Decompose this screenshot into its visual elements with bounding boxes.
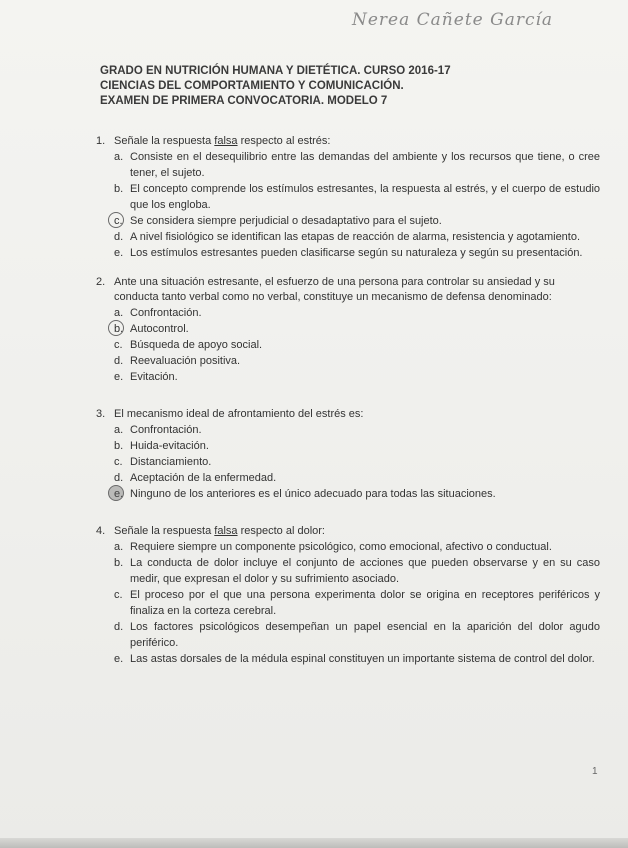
option-letter: e. (114, 371, 124, 383)
option-letter: b. (114, 440, 124, 452)
option-letter: c. (114, 339, 123, 351)
option-letter: e. (114, 488, 124, 500)
exam-header (100, 64, 600, 109)
option-text: Las astas dorsales de la médula espinal constituyen un importante sistema de control del dolor. (130, 653, 595, 665)
question-4 (96, 524, 600, 667)
question-text: El mecanismo ideal de afrontamiento del estrés es: (114, 408, 364, 420)
option-1b[interactable] (114, 181, 600, 213)
question-3 (96, 407, 600, 502)
option-letter: d. (114, 355, 124, 367)
option-letter: a. (114, 424, 124, 436)
option-4d[interactable] (114, 619, 600, 651)
question-number: 3. (96, 408, 106, 420)
option-letter: e. (114, 247, 124, 259)
option-1e[interactable] (114, 245, 600, 261)
option-text: La conducta de dolor incluye el conjunto de acciones que pueden observarse y en su caso medir, que expresan el dolor y su sufrimiento asociado. (130, 557, 600, 585)
answer-circle-mark (108, 212, 124, 228)
option-letter: d. (114, 621, 124, 633)
option-2b[interactable] (114, 321, 600, 337)
option-text: Huida-evitación. (130, 440, 209, 452)
question-text-end: respecto al dolor: (237, 525, 325, 537)
answer-circle-mark (108, 320, 124, 336)
question-text-end: respecto al estrés: (237, 135, 331, 147)
option-2e[interactable] (114, 369, 600, 385)
option-text: Aceptación de la enfermedad. (130, 472, 277, 484)
option-text: Los estímulos estresantes pueden clasificarse según su naturaleza y según su presentación. (130, 247, 583, 259)
option-text: Evitación. (130, 371, 178, 383)
question-number: 2. (96, 276, 106, 288)
option-letter: d. (114, 472, 124, 484)
option-text: A nivel fisiológico se identifican las etapas de reacción de alarma, resistencia y agotamiento. (130, 231, 581, 243)
option-3b[interactable] (114, 438, 600, 454)
option-2c[interactable] (114, 337, 600, 353)
question-text: Señale la respuesta (114, 525, 215, 537)
option-text: Confrontación. (130, 307, 202, 319)
question-text: Señale la respuesta (114, 135, 215, 147)
scan-edge (0, 838, 628, 848)
option-letter: c. (114, 215, 123, 227)
question-number: 1. (96, 135, 106, 147)
underlined-word: falsa (214, 525, 238, 537)
answer-circle-mark (108, 485, 124, 501)
option-text: Los factores psicológicos desempeñan un papel esencial en la aparición del dolor agudo periférico. (130, 621, 600, 649)
underlined-word: falsa (214, 135, 238, 147)
option-text: Distanciamiento. (130, 456, 212, 468)
option-text: El proceso por el que una persona experimenta dolor se origina en receptores periféricos y finaliza en la corteza cerebral. (130, 589, 600, 617)
option-4b[interactable] (114, 555, 600, 587)
question-2-stem (96, 275, 600, 305)
option-text: Búsqueda de apoyo social. (130, 339, 263, 351)
option-3d[interactable] (114, 470, 600, 486)
option-text: Requiere siempre un componente psicológico, como emocional, afectivo o conductual. (130, 541, 552, 553)
option-1c[interactable] (114, 213, 600, 229)
option-letter: e. (114, 653, 124, 665)
option-4e[interactable] (114, 651, 600, 667)
question-text: Ante una situación estresante, el esfuerzo de una persona para controlar su ansiedad y su conducta tanto verbal como no verbal, constituye un mecanismo de defensa denominado: (114, 276, 555, 303)
option-letter: b. (114, 323, 124, 335)
option-3c[interactable] (114, 454, 600, 470)
header-exam-line: EXAMEN DE PRIMERA CONVOCATORIA. MODELO 7 (100, 95, 388, 107)
question-1-stem (96, 134, 600, 149)
question-1 (96, 134, 600, 261)
handwritten-student-name: Nerea Cañete García (352, 10, 554, 30)
option-letter: a. (114, 151, 124, 163)
option-2d[interactable] (114, 353, 600, 369)
option-3a[interactable] (114, 422, 600, 438)
option-text: Consiste en el desequilibrio entre las demandas del ambiente y los recursos que tiene, o cree tener, el sujeto. (130, 151, 600, 179)
option-letter: c. (114, 589, 123, 601)
header-subject-line: CIENCIAS DEL COMPORTAMIENTO Y COMUNICACIÓN. (100, 80, 404, 92)
question-number: 4. (96, 525, 106, 537)
option-text: Reevaluación positiva. (130, 355, 241, 367)
option-3e[interactable] (114, 486, 600, 502)
option-text: El concepto comprende los estímulos estresantes, la respuesta al estrés, y el cuerpo de estudio que los engloba. (130, 183, 600, 211)
option-2a[interactable] (114, 305, 600, 321)
header-degree-line: GRADO EN NUTRICIÓN HUMANA Y DIETÉTICA. CURSO 2016-17 (100, 65, 451, 77)
question-2 (96, 275, 600, 385)
option-letter: a. (114, 541, 124, 553)
option-text: Se considera siempre perjudicial o desadaptativo para el sujeto. (130, 215, 442, 227)
option-letter: b. (114, 557, 124, 569)
question-4-stem (96, 524, 600, 539)
questions-list (96, 134, 600, 681)
option-1d[interactable] (114, 229, 600, 245)
option-4c[interactable] (114, 587, 600, 619)
option-text: Autocontrol. (130, 323, 189, 335)
option-text: Confrontación. (130, 424, 202, 436)
page-number: 1 (592, 766, 598, 777)
option-text: Ninguno de los anteriores es el único adecuado para todas las situaciones. (130, 488, 496, 500)
question-3-stem (96, 407, 600, 422)
option-4a[interactable] (114, 539, 600, 555)
option-1a[interactable] (114, 149, 600, 181)
option-letter: b. (114, 183, 124, 195)
option-letter: a. (114, 307, 124, 319)
option-letter: d. (114, 231, 124, 243)
option-letter: c. (114, 456, 123, 468)
